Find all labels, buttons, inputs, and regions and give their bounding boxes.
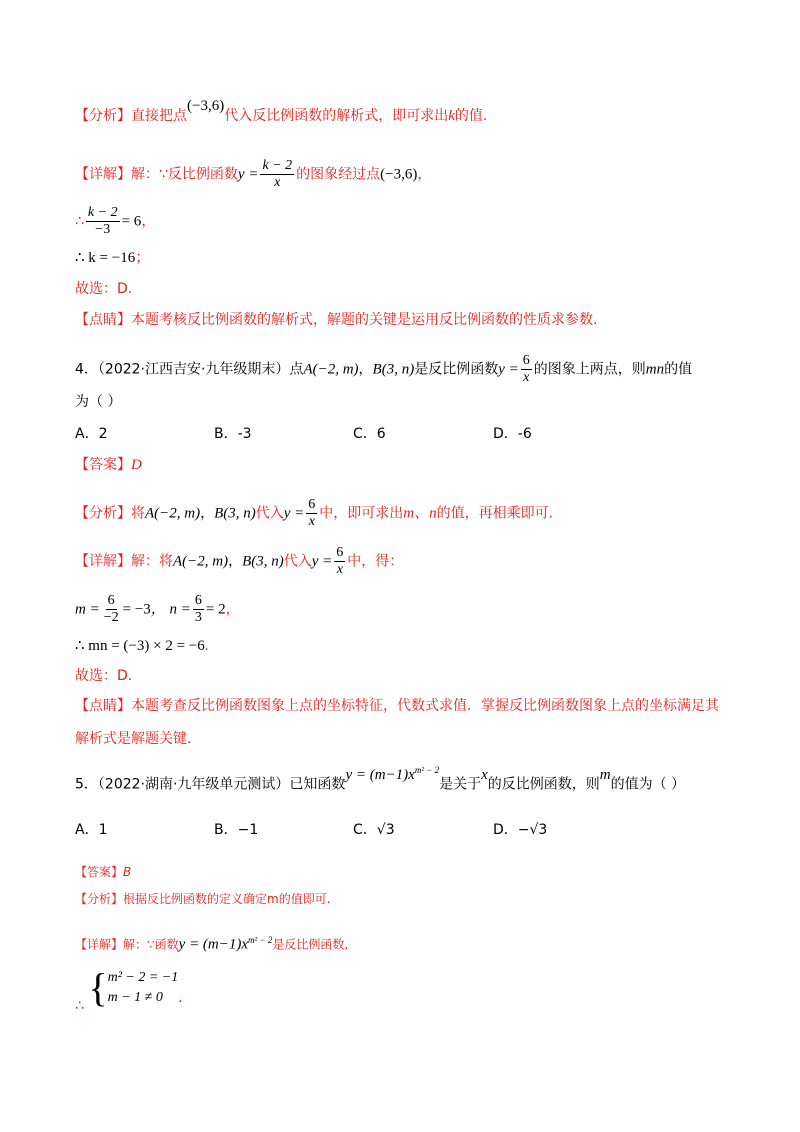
q3-detail: 【详解】解：∵反比例函数y = $\frac{k - 2}{x}$ 的图象经过点(−3,6)， [75,158,432,190]
equation-system: { m² − 2 = −1 m − 1 ≠ 0 [88,965,179,1010]
fraction: $\frac{k - 2}{-3}$ [87,205,118,237]
detail-tag: 【详解】 [75,553,131,570]
q4-answer: 【答案】D [75,457,142,473]
fraction: $\frac{6}{x}$ [522,353,530,385]
q3-step1: ∴ $\frac{k - 2}{-3}$ = 6， [75,205,156,237]
option-a: A．1 [75,822,108,838]
point-coord: (−3,6) [187,98,225,114]
q3-analysis: 【分析】直接把点(−3,6)代入反比例函数的解析式，即可求出k的值. [75,98,488,124]
fraction: $\frac{k - 2}{x}$ [262,158,293,190]
comment-tag: 【点睛】 [75,698,131,714]
q4-step1: m = $\frac{6}{-2}$ = −3， n = $\frac{6}{3}$ = 2， [75,593,240,625]
option-c: C．√3 [353,822,395,838]
analysis-tag: 【分析】 [75,505,131,522]
q3-choice: 故选：D. [75,281,133,297]
option-b: B．−1 [214,822,259,838]
q4-analysis: 【分析】将A(−2, m)，B(3, n)代入y = $\frac{6}{x}$ 中，即可求出m、n的值，再相乘即可. [75,497,554,529]
detail-tag: 【详解】 [75,166,131,183]
q4-step2: ∴ mn = (−3) × 2 = −6. [75,638,209,654]
fraction: $\frac{6}{x}$ [336,545,344,577]
q5-detail: 【详解】解：∵函数$y = (m-1)x^{m^2 - 2}$是反比例函数, [75,935,349,953]
q5-system: ∴ { m² − 2 = −1 m − 1 ≠ 0 ． [75,965,193,1014]
answer-tag: 【答案】 [75,457,131,473]
answer-tag: 【答案】 [75,865,124,879]
fraction: $\frac{6}{x}$ [308,497,316,529]
q4-detail: 【详解】解：将A(−2, m)，B(3, n)代入y = $\frac{6}{x}$ 中，得： [75,545,404,577]
q4-comment: 【点睛】本题考查反比例函数图象上点的坐标特征，代数式求值．掌握反比例函数图象上点的坐标满足其 [75,698,719,714]
comment-tag: 【点睛】 [75,312,131,328]
option-a: A．2 [75,426,108,442]
fraction: $\frac{6}{-2}$ [103,593,119,625]
q4-stem: 4．（2022·江西吉安·九年级期末）点A(−2, m)，B(3, n)是反比例函数y = $\frac{6}{x}$ 的图象上两点，则mn的值 [75,353,693,385]
analysis-tag: 【分析】 [75,892,124,906]
q5-analysis: 【分析】根据反比例函数的定义确定m的值即可. [75,892,331,906]
fraction: $\frac{6}{3}$ [194,593,202,625]
q4-stem-cont: 为（ ） [75,394,122,410]
q3-step2: ∴ k = −16； [75,250,151,266]
option-d: D．−√3 [493,822,548,838]
option-d: D．-6 [493,426,532,442]
q5-answer: 【答案】B [75,865,132,879]
detail-tag: 【详解】 [75,937,124,952]
q5-stem: 5．（2022·湖南·九年级单元测试）已知函数$y = (m-1)x^{m^2 - 2}$是关于x的反比例函数，则m的值为（ ） [75,765,686,793]
q4-choice: 故选：D. [75,668,133,684]
option-c: C．6 [353,426,386,442]
brace-icon: { [88,965,108,1010]
q4-comment-cont: 解析式是解题关键. [75,731,192,747]
option-b: B．-3 [214,426,252,442]
analysis-tag: 【分析】 [75,108,131,124]
q3-comment: 【点睛】本题考核反比例函数的解析式，解题的关键是运用反比例函数的性质求参数. [75,312,598,328]
